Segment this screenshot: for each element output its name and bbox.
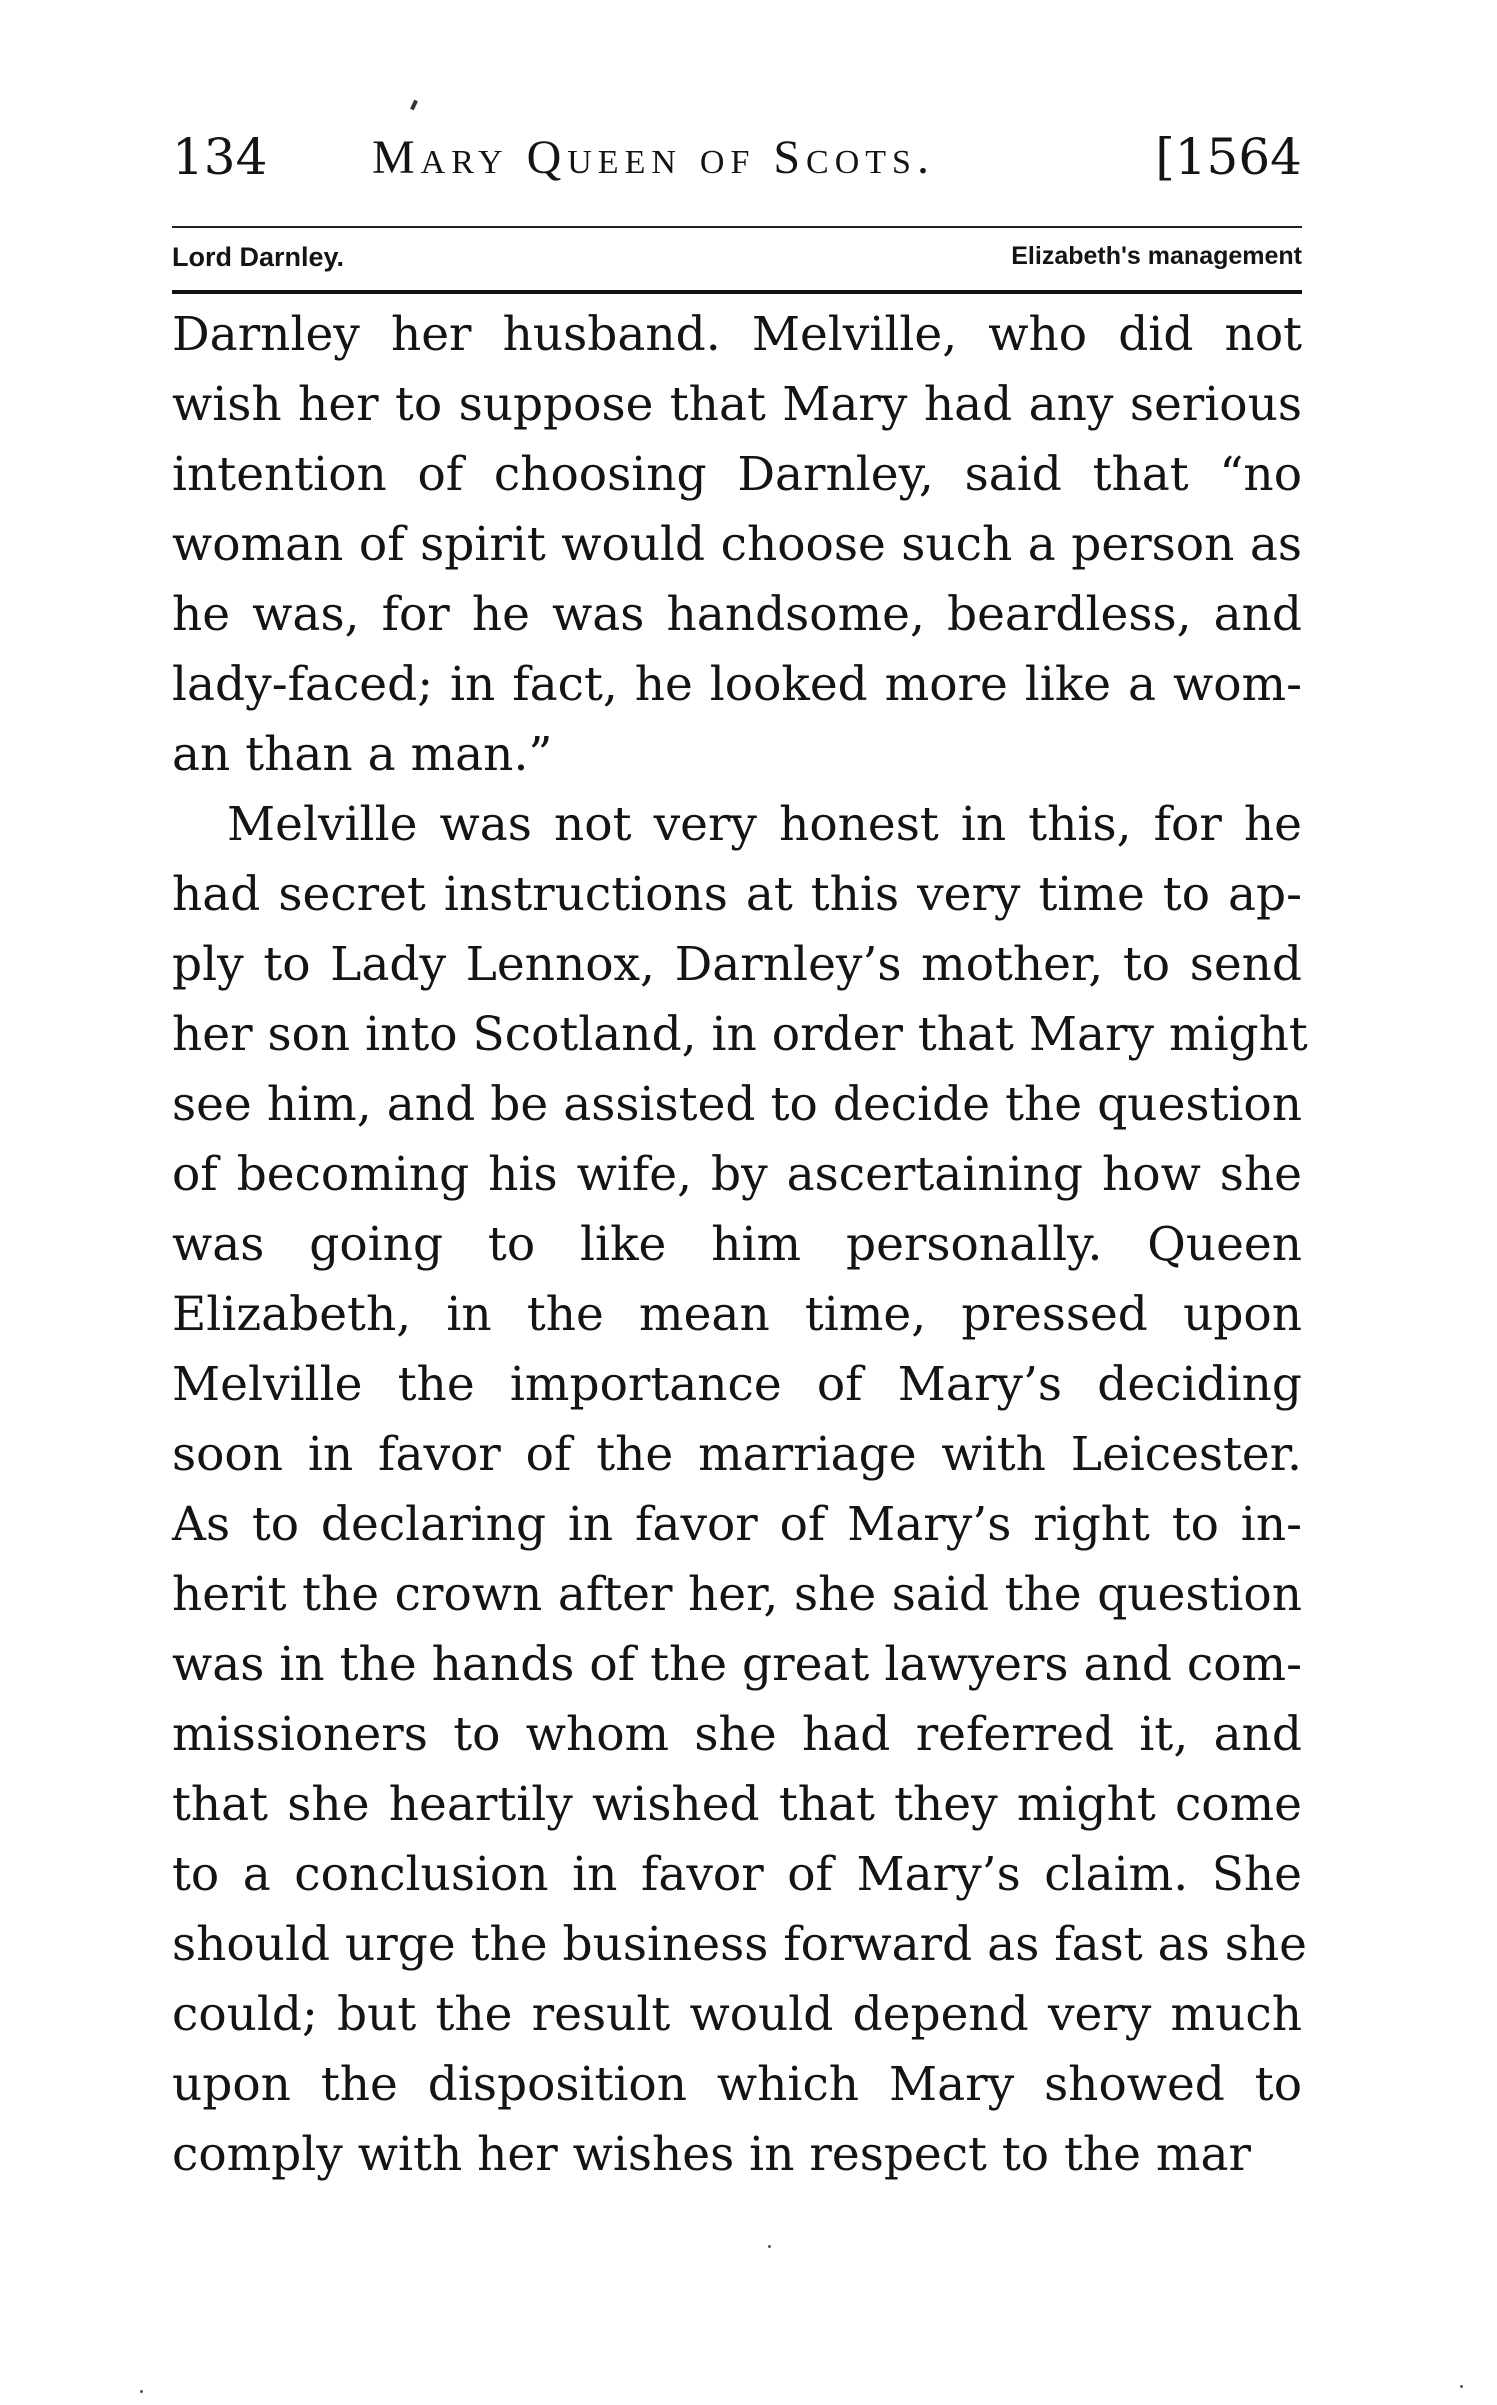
text-line: comply with her wishes in respect to the mar xyxy=(172,2127,1251,2182)
header-rule-bottom xyxy=(172,290,1302,294)
text-line: see him, and be assisted to decide the question xyxy=(172,1077,1302,1132)
text-line: Melville the importance of Mary’s deciding xyxy=(172,1357,1302,1412)
text-line: her son into Scotland, in order that Mary might xyxy=(172,1007,1308,1062)
text-line: to a conclusion in favor of Mary’s claim. She xyxy=(172,1847,1302,1902)
sidenote-right: Elizabeth's management xyxy=(1011,242,1302,270)
scan-speck xyxy=(768,2245,771,2248)
header-rule-top xyxy=(172,226,1302,228)
text-line: woman of spirit would choose such a person as xyxy=(172,517,1302,572)
text-line: soon in favor of the marriage with Leicester. xyxy=(172,1427,1302,1482)
page-number: 134 xyxy=(172,128,268,186)
text-line: he was, for he was handsome, beardless, and xyxy=(172,587,1302,642)
text-line: As to declaring in favor of Mary’s right to in- xyxy=(172,1497,1302,1552)
text-line: Melville was not very honest in this, for he xyxy=(227,797,1302,852)
scan-speck xyxy=(1460,2385,1463,2388)
text-line: intention of choosing Darnley, said that “no xyxy=(172,447,1302,502)
text-line: herit the crown after her, she said the question xyxy=(172,1567,1302,1622)
stray-ink-mark xyxy=(410,100,418,111)
text-line: had secret instructions at this very time to ap- xyxy=(172,867,1302,922)
scan-speck xyxy=(140,2390,143,2393)
text-line: an than a man.” xyxy=(172,727,553,782)
body-text xyxy=(172,300,1308,2190)
running-title: Mary Queen of Scots. xyxy=(372,131,935,184)
header-year: [1564 xyxy=(1155,128,1302,186)
text-line: of becoming his wife, by ascertaining how she xyxy=(172,1147,1302,1202)
text-line: that she heartily wished that they might come xyxy=(172,1777,1302,1832)
text-line: was going to like him personally. Queen xyxy=(172,1217,1302,1272)
text-line: should urge the business forward as fast as she xyxy=(172,1917,1307,1972)
text-line: ply to Lady Lennox, Darnley’s mother, to send xyxy=(172,937,1302,992)
text-line: upon the disposition which Mary showed to xyxy=(172,2057,1302,2112)
sidenote-left: Lord Darnley. xyxy=(172,242,345,272)
text-line: lady-faced; in fact, he looked more like a wom- xyxy=(172,657,1302,712)
text-line: could; but the result would depend very much xyxy=(172,1987,1302,2042)
text-line: wish her to suppose that Mary had any serious xyxy=(172,377,1302,432)
text-line: missioners to whom she had referred it, and xyxy=(172,1707,1302,1762)
text-line: was in the hands of the great lawyers and com- xyxy=(172,1637,1302,1692)
running-header xyxy=(172,128,1302,198)
text-line: Elizabeth, in the mean time, pressed upon xyxy=(172,1287,1302,1342)
text-line: Darnley her husband. Melville, who did not xyxy=(172,307,1302,362)
